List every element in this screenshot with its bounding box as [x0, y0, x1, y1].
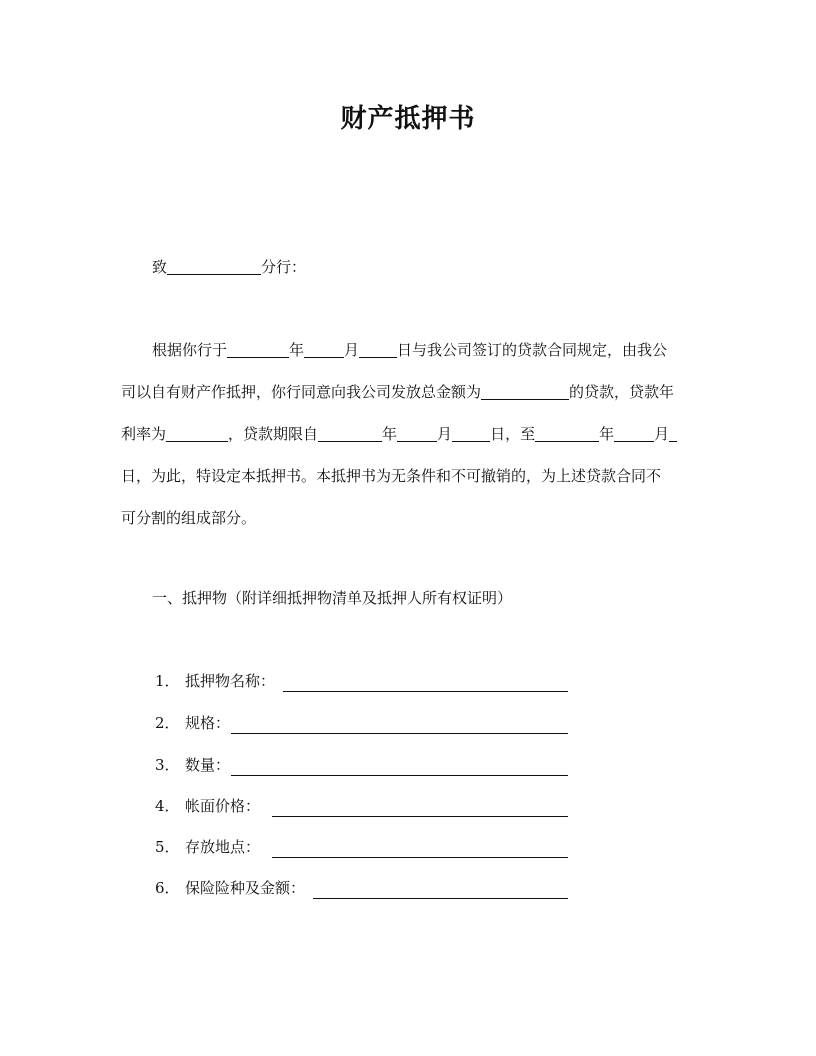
body-text: ，贷款期限自: [228, 425, 319, 443]
document-title: 财产抵押书: [340, 104, 476, 134]
salutation-line: [152, 257, 306, 277]
item-label: 存放地点：: [185, 838, 261, 856]
body-text: 月: [654, 425, 670, 443]
body-text: 年: [382, 425, 398, 443]
list-item: [155, 878, 305, 898]
item-number: 6．: [155, 879, 180, 897]
item-label: 帐面价格：: [185, 797, 261, 815]
body-text: 月: [344, 341, 360, 359]
start-day-blank[interactable]: [452, 425, 490, 442]
item-number: 1．: [155, 672, 180, 690]
list-item: [155, 837, 260, 857]
contract-year-blank[interactable]: [227, 341, 289, 358]
body-text: 年: [289, 341, 305, 359]
branch-name-blank[interactable]: [167, 258, 261, 275]
loan-amount-blank[interactable]: [481, 383, 569, 400]
collateral-name-field[interactable]: [283, 671, 568, 692]
body-row-2: [121, 382, 674, 402]
interest-rate-blank[interactable]: [166, 425, 228, 442]
list-item: [155, 713, 230, 733]
body-text: 日，为此，特设定本抵押书。本抵押书为无条件和不可撤销的，为上述贷款合同不: [121, 467, 662, 485]
body-text: 月: [437, 425, 453, 443]
item-label: 保险险种及金额：: [185, 879, 306, 897]
salutation-prefix: 致: [152, 258, 168, 276]
contract-day-blank[interactable]: [359, 341, 397, 358]
list-item: [155, 671, 275, 691]
list-item: [155, 755, 230, 775]
body-text: 利率为: [121, 425, 167, 443]
insurance-field[interactable]: [313, 878, 568, 899]
book-value-field[interactable]: [272, 796, 568, 817]
item-label: 数量：: [185, 756, 231, 774]
body-row-3: [121, 424, 677, 444]
end-day-blank[interactable]: [669, 425, 677, 442]
body-text: 日与我公司签订的贷款合同规定，由我公: [397, 341, 668, 359]
list-item: [155, 796, 260, 816]
contract-month-blank[interactable]: [304, 341, 344, 358]
item-number: 4．: [155, 797, 180, 815]
item-number: 5．: [155, 838, 180, 856]
start-month-blank[interactable]: [397, 425, 437, 442]
body-text: 的贷款，贷款年: [569, 383, 675, 401]
end-month-blank[interactable]: [614, 425, 654, 442]
specification-field[interactable]: [231, 713, 568, 734]
storage-location-field[interactable]: [272, 837, 568, 858]
item-number: 2．: [155, 714, 180, 732]
section-heading: 一、抵押物（附详细抵押物清单及抵押人所有权证明）: [152, 589, 513, 607]
item-number: 3．: [155, 756, 180, 774]
body-row-4: [121, 466, 661, 486]
quantity-field[interactable]: [231, 755, 568, 776]
body-row-5: [121, 508, 256, 528]
body-text: 根据你行于: [152, 341, 228, 359]
body-row-1: [152, 340, 667, 360]
start-year-blank[interactable]: [318, 425, 382, 442]
body-text: 可分割的组成部分。: [121, 509, 257, 527]
body-text: 年: [599, 425, 615, 443]
body-text: 司以自有财产作抵押，你行同意向我公司发放总金额为: [121, 383, 482, 401]
end-year-blank[interactable]: [535, 425, 599, 442]
salutation-suffix: 分行：: [261, 258, 307, 276]
body-text: 日，至: [490, 425, 536, 443]
item-label: 规格：: [185, 714, 231, 732]
item-label: 抵押物名称：: [185, 672, 276, 690]
